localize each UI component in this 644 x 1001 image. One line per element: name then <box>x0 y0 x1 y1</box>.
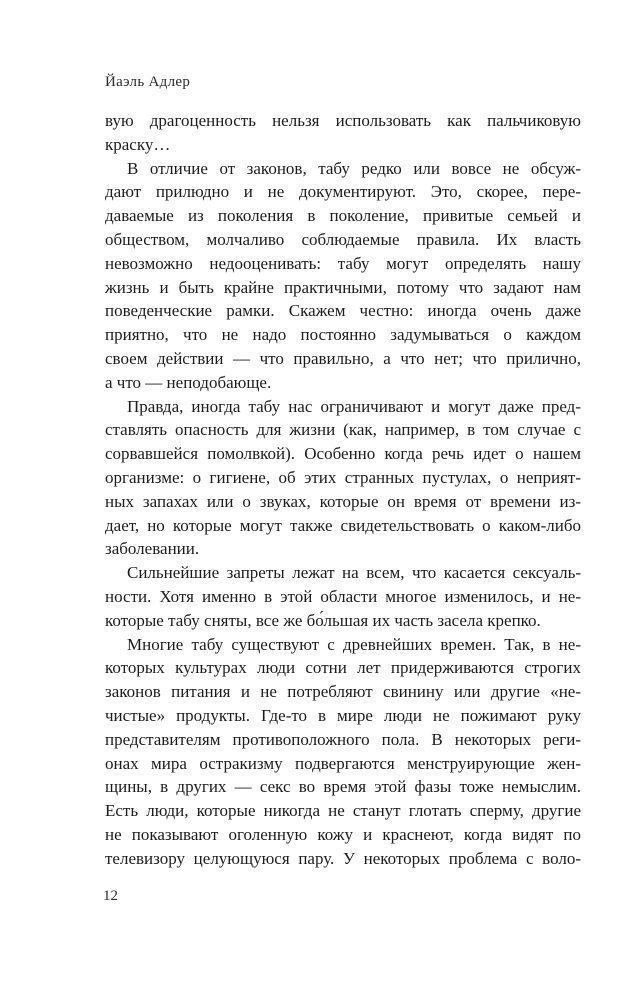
text-line: а что — неподобающе. <box>105 372 272 392</box>
running-header-author: Йаэль Адлер <box>105 74 191 90</box>
page-number: 12 <box>103 888 118 904</box>
text-line: Многие табу существуют с древнейших времен. Так, в не- <box>127 634 581 654</box>
text-line: вую драгоценность нельзя использовать как пальчиковую <box>105 111 581 130</box>
text-line: Сильнейшие запреты лежат на всем, что касается сексуаль- <box>127 563 581 583</box>
text-line: обществом, молчаливо соблюдаемые правила. Их власть <box>105 229 581 249</box>
text-line: невозможно недооценивать: табу могут определять нашу <box>105 253 581 273</box>
text-line: онах мира остракизму подвергаются менструирующие жен- <box>105 753 581 773</box>
text-line: приятно, что не надо постоянно задумываться о каждом <box>105 325 581 345</box>
paragraph <box>105 561 581 632</box>
text-line: жизнь и быть крайне практичными, потому что задают нам <box>105 277 581 297</box>
text-line: Есть люди, которые никогда не станут глотать сперму, другие <box>105 801 581 821</box>
text-line: ности. Хотя именно в этой области многое изменилось, и не- <box>105 586 581 606</box>
paragraph <box>105 157 581 395</box>
paragraph <box>105 109 581 157</box>
text-line: телевизору целующуюся пару. У некоторых проблема с воло- <box>105 848 581 868</box>
body-text <box>105 109 581 871</box>
text-line: дает, но которые могут также свидетельствовать о каком-либо <box>105 515 581 535</box>
text-line: которые табу сняты, все же бо́льшая их часть засела крепко. <box>105 610 541 630</box>
text-line: организме: о гигиене, об этих странных пустулах, о неприят- <box>105 467 581 487</box>
text-line: краску… <box>105 134 171 154</box>
text-line: заболевании. <box>105 539 200 559</box>
text-line: даваемые из поколения в поколение, привитые семьей и <box>105 206 581 226</box>
text-line: сорвавшейся помолвкой). Особенно когда речь идет о нашем <box>105 444 581 464</box>
text-line: представителям противоположного пола. В некоторых реги- <box>105 729 581 749</box>
paragraph <box>105 633 581 871</box>
text-line: В отличие от законов, табу редко или вовсе не обсуж- <box>127 158 581 178</box>
text-line: чистые» продукты. Где-то в мире люди не пожимают руку <box>105 705 581 725</box>
text-line: поведенческие рамки. Скажем честно: иногда очень даже <box>105 301 581 321</box>
paragraph <box>105 395 581 562</box>
text-line: своем действии — что правильно, а что нет; что прилично, <box>105 348 581 368</box>
text-line: законов питания и не потребляют свинину или другие «не- <box>105 682 581 702</box>
text-line: ных запахах или о звуках, которые он время от времени из- <box>105 491 581 511</box>
text-line: Правда, иногда табу нас ограничивают и могут даже пред- <box>127 396 581 416</box>
text-line: не показывают оголенную кожу и краснеют, когда видят по <box>105 824 581 844</box>
text-line: дают прилюдно и не документируют. Это, скорее, пере- <box>105 182 581 202</box>
text-line: щины, в других — секс во время этой фазы тоже немыслим. <box>105 777 581 797</box>
text-line: которых культурах люди сотни лет придерживаются строгих <box>105 658 581 678</box>
text-line: ставлять опасность для жизни (как, например, в том случае с <box>105 420 581 440</box>
